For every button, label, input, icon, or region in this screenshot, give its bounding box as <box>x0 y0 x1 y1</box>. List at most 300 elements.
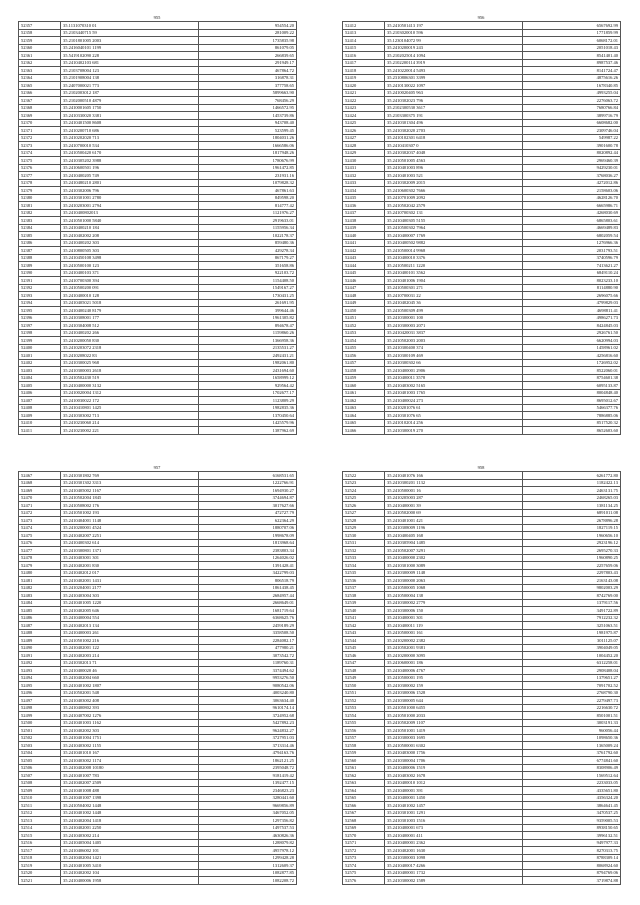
amount-cell: 1666586.06 <box>199 142 297 150</box>
amount-cell: 1159860.26 <box>199 329 297 337</box>
row-index-cell: 52509 <box>19 787 61 795</box>
row-index-cell: 52568 <box>343 817 385 825</box>
row-index-cell: 52377 <box>19 172 61 180</box>
amount-cell: 291949.17 <box>199 59 297 67</box>
table-row <box>343 472 621 480</box>
row-index-cell: 52399 <box>19 337 61 345</box>
code-cell: 35.2410403002 5165 <box>385 382 523 390</box>
amount-cell: 8141724.47 <box>523 67 621 75</box>
amount-cell: 1312609.37 <box>199 862 297 870</box>
table-row <box>19 689 297 697</box>
amount-cell: 1678340.85 <box>523 82 621 90</box>
row-index-cell: 52542 <box>343 622 385 630</box>
amount-cell: 1121976.27 <box>199 209 297 217</box>
code-cell: 35.2416040101 1199 <box>61 44 199 52</box>
code-cell: 35.2410502009 1107 <box>385 719 523 727</box>
table-row <box>343 577 621 585</box>
code-cell: 35.2410400001 673 <box>385 824 523 832</box>
amount-cell: 3724952.68 <box>199 712 297 720</box>
table-row <box>343 772 621 780</box>
table-row <box>19 389 297 397</box>
row-index-cell: 52370 <box>19 119 61 127</box>
row-index-cell: 52375 <box>19 157 61 165</box>
code-cell: 35.2410400001 391 <box>385 787 523 795</box>
table-row <box>343 779 621 787</box>
table-row <box>19 869 297 877</box>
code-cell: 35.2410302009 2015 <box>385 179 523 187</box>
row-index-cell: 52495 <box>19 682 61 690</box>
amount-cell: 3374494.62 <box>199 667 297 675</box>
code-cell: 35.2410401007 783 <box>61 772 199 780</box>
table-row <box>343 637 621 645</box>
table-row <box>343 112 621 120</box>
row-index-cell: 52392 <box>19 284 61 292</box>
table-row <box>343 59 621 67</box>
code-cell: 35.2410400001 411 <box>385 832 523 840</box>
row-index-cell: 52565 <box>343 794 385 802</box>
table-row <box>19 637 297 645</box>
amount-cell: 6774841.60 <box>523 757 621 765</box>
amount-cell: 3017627.66 <box>199 502 297 510</box>
amount-cell: 2684957.44 <box>199 592 297 600</box>
code-cell: 35.2410403002 408 <box>61 697 199 705</box>
row-index-cell: 52499 <box>19 712 61 720</box>
table-row <box>19 824 297 832</box>
table-row <box>343 217 621 225</box>
row-index-cell: 52472 <box>19 509 61 517</box>
table-row <box>343 614 621 622</box>
amount-cell: 472727.79 <box>199 509 297 517</box>
table-row <box>343 494 621 502</box>
table-row <box>343 97 621 105</box>
code-cell: 35.2410020405 963 <box>385 89 523 97</box>
table-row <box>19 397 297 405</box>
amount-cell: 4335651.80 <box>523 787 621 795</box>
row-index-cell: 52549 <box>343 674 385 682</box>
page-958 <box>342 465 620 885</box>
code-cell: 35.2102000510 4879 <box>61 97 199 105</box>
row-index-cell: 52372 <box>19 134 61 142</box>
amount-cell: 960056.44 <box>523 727 621 735</box>
code-cell: 35.2410405004 1405 <box>61 839 199 847</box>
table-row <box>19 569 297 577</box>
code-cell: 35.2410500420 6170 <box>61 149 199 157</box>
code-cell: 35.2410300005 644 <box>385 697 523 705</box>
code-cell: 35.2410400010 128 <box>61 292 199 300</box>
table-row <box>19 682 297 690</box>
amount-cell: 7912232.32 <box>523 614 621 622</box>
row-index-cell: 52498 <box>19 704 61 712</box>
ledger-table <box>18 471 297 885</box>
table-row <box>343 862 621 870</box>
code-cell: 35.2410304008 512 <box>61 322 199 330</box>
table-row <box>343 142 621 150</box>
amount-cell: 1702677.17 <box>199 389 297 397</box>
code-cell: 35.2410400003 261 <box>61 629 199 637</box>
row-index-cell: 52506 <box>19 764 61 772</box>
code-cell: 35.2410402001 1630 <box>385 847 523 855</box>
code-cell: 35.2410300001 100 <box>385 314 523 322</box>
row-index-cell: 52373 <box>19 142 61 150</box>
code-cell: 35.2410501000 5840 <box>61 217 199 225</box>
table-row <box>19 172 297 180</box>
row-index-cell: 52464 <box>343 412 385 420</box>
table-row <box>343 344 621 352</box>
page-number: 956 <box>477 15 485 20</box>
amount-cell: 2233033.05 <box>523 779 621 787</box>
code-cell: 35.2410402001 1431 <box>61 577 199 585</box>
amount-cell: 399644.46 <box>199 307 297 315</box>
code-cell: 35.2101801005 2003 <box>61 37 199 45</box>
amount-cell: 1154408.50 <box>199 277 297 285</box>
row-index-cell: 52422 <box>343 97 385 105</box>
code-cell: 35.2410401002 1457 <box>385 802 523 810</box>
amount-cell: 2297803.43 <box>523 569 621 577</box>
row-index-cell: 52526 <box>343 502 385 510</box>
row-index-cell: 52475 <box>19 532 61 540</box>
table-row <box>343 74 621 82</box>
code-cell: 35.2410301802 769 <box>61 472 199 480</box>
amount-cell: 2216630.72 <box>523 704 621 712</box>
row-index-cell: 52569 <box>343 824 385 832</box>
amount-cell: 3899716.79 <box>523 112 621 120</box>
row-index-cell: 52447 <box>343 284 385 292</box>
row-index-cell: 52538 <box>343 592 385 600</box>
code-cell: 35.2410200002 2382 <box>385 637 523 645</box>
code-cell: 35.2410300006 150 <box>385 607 523 615</box>
amount-cell: 8652603.60 <box>523 427 621 435</box>
row-index-cell: 52444 <box>343 262 385 270</box>
amount-cell: 2468265.03 <box>523 494 621 502</box>
table-row <box>19 712 297 720</box>
table-row <box>343 629 621 637</box>
amount-cell: 6368625.76 <box>199 614 297 622</box>
row-index-cell: 52500 <box>19 719 61 727</box>
code-cell: 35.2410600001 186 <box>385 659 523 667</box>
amount-cell: 1004452.20 <box>523 652 621 660</box>
code-cell: 35.2410400210 184 <box>61 224 199 232</box>
table-row <box>343 869 621 877</box>
row-index-cell: 52448 <box>343 292 385 300</box>
amount-cell: 814777.42 <box>199 202 297 210</box>
amount-cell: 6849110.24 <box>523 269 621 277</box>
row-index-cell: 52443 <box>343 254 385 262</box>
code-cell: 35.2410402004 1421 <box>61 854 199 862</box>
row-index-cell: 52552 <box>343 697 385 705</box>
table-row <box>19 194 297 202</box>
row-index-cell: 52465 <box>343 419 385 427</box>
code-cell: 35.2410302020 2703 <box>385 127 523 135</box>
code-cell: 35.2410301000 3089 <box>385 562 523 570</box>
amount-cell: 6261772.80 <box>523 472 621 480</box>
row-index-cell: 52456 <box>343 352 385 360</box>
table-row <box>343 532 621 540</box>
row-index-cell: 52421 <box>343 89 385 97</box>
table-row <box>19 479 297 487</box>
row-index-cell: 52450 <box>343 307 385 315</box>
table-row <box>343 652 621 660</box>
amount-cell: 4669489.83 <box>523 224 621 232</box>
amount-cell: 1981975.87 <box>523 629 621 637</box>
code-cell: 35.2410402002 104 <box>61 869 199 877</box>
amount-cell: 4957978.12 <box>199 847 297 855</box>
table-row <box>343 67 621 75</box>
table-row <box>19 269 297 277</box>
row-index-cell: 52504 <box>19 749 61 757</box>
table-row <box>343 524 621 532</box>
code-cell: 35.2410403004 303 <box>61 592 199 600</box>
table-row <box>19 134 297 142</box>
code-cell: 35.2410402002 303 <box>61 727 199 735</box>
amount-cell: 3467052.05 <box>199 809 297 817</box>
table-row <box>343 584 621 592</box>
table-row <box>343 172 621 180</box>
amount-cell: 281009.22 <box>199 29 297 37</box>
row-index-cell: 52482 <box>19 584 61 592</box>
table-row <box>19 224 297 232</box>
row-index-cell: 52397 <box>19 322 61 330</box>
table-row <box>19 127 297 135</box>
row-index-cell: 52437 <box>343 209 385 217</box>
row-index-cell: 52558 <box>343 742 385 750</box>
amount-cell: 4875616.26 <box>523 74 621 82</box>
amount-cell: 849598.20 <box>199 194 297 202</box>
row-index-cell: 52411 <box>19 427 61 435</box>
code-cell: 35.2410402001 830 <box>61 562 199 570</box>
table-row <box>19 89 297 97</box>
amount-cell: 3280441.60 <box>199 794 297 802</box>
code-cell: 35.2410401003 521 <box>385 172 523 180</box>
row-index-cell: 52560 <box>343 757 385 765</box>
table-row <box>343 164 621 172</box>
table-row <box>19 742 297 750</box>
table-row <box>19 337 297 345</box>
code-cell: 35.2410402007 2251 <box>61 532 199 540</box>
row-index-cell: 52408 <box>19 404 61 412</box>
row-index-cell: 52519 <box>19 862 61 870</box>
row-index-cell: 52406 <box>19 389 61 397</box>
table-row <box>19 629 297 637</box>
row-index-cell: 52363 <box>19 67 61 75</box>
amount-cell: 2678896.28 <box>523 517 621 525</box>
code-cell: 35.2410401010 167 <box>61 749 199 757</box>
table-row <box>19 412 297 420</box>
amount-cell: 6891011.08 <box>523 509 621 517</box>
row-index-cell: 52426 <box>343 127 385 135</box>
table-row <box>19 854 297 862</box>
row-index-cell: 52405 <box>19 382 61 390</box>
amount-cell: 8742769.00 <box>523 592 621 600</box>
amount-cell: 1880707.06 <box>199 524 297 532</box>
row-index-cell: 52497 <box>19 697 61 705</box>
table-row <box>19 532 297 540</box>
amount-cell: 9802003.29 <box>523 584 621 592</box>
row-index-cell: 52563 <box>343 779 385 787</box>
table-row <box>19 832 297 840</box>
table-row <box>343 119 621 127</box>
row-index-cell: 52496 <box>19 689 61 697</box>
code-cell: 35.2410200001 4524 <box>61 524 199 532</box>
code-cell: 35.2410300801 1371 <box>61 547 199 555</box>
table-row <box>343 22 621 30</box>
amount-cell: 1771859.99 <box>523 29 621 37</box>
code-cell: 35.2103708004 123 <box>61 67 199 75</box>
row-index-cell: 52528 <box>343 517 385 525</box>
amount-cell: 1425579.96 <box>199 419 297 427</box>
amount-cell: 1735835.98 <box>199 37 297 45</box>
table-row <box>343 562 621 570</box>
row-index-cell: 52546 <box>343 652 385 660</box>
code-cell: 35.2410400006 1519 <box>385 764 523 772</box>
amount-cell: 1960656.10 <box>523 532 621 540</box>
code-cell: 35.2410403002 1174 <box>61 757 199 765</box>
amount-cell: 2158603.06 <box>523 187 621 195</box>
row-index-cell: 52527 <box>343 509 385 517</box>
code-cell: 35.2410480210 2801 <box>61 179 199 187</box>
amount-cell: 1817948.26 <box>199 149 297 157</box>
code-cell: 35.2410308001 177 <box>61 314 199 322</box>
row-index-cell: 52412 <box>343 22 385 30</box>
amount-cell: 2135531.27 <box>199 344 297 352</box>
code-cell: 35.2410402004 660 <box>61 674 199 682</box>
amount-cell: 1299428.28 <box>199 854 297 862</box>
table-row <box>19 667 297 675</box>
code-cell: 35.2410400305 5155 <box>385 217 523 225</box>
code-cell: 35.2410400024 273 <box>385 397 523 405</box>
amount-cell: 9669856.89 <box>199 802 297 810</box>
amount-cell: 231931.16 <box>199 172 297 180</box>
code-cell: 35.2410300003 2618 <box>61 367 199 375</box>
code-cell: 35.2410200710 686 <box>61 127 199 135</box>
table-row <box>343 704 621 712</box>
code-cell: 35.2410400000 2302 <box>385 554 523 562</box>
amount-cell: 9624832.27 <box>199 727 297 735</box>
row-index-cell: 52458 <box>343 367 385 375</box>
code-cell: 35.2410500309 499 <box>385 307 523 315</box>
amount-cell: 523599.45 <box>199 127 297 135</box>
amount-cell: 1497537.53 <box>199 824 297 832</box>
row-index-cell: 52470 <box>19 494 61 502</box>
row-index-cell: 52403 <box>19 367 61 375</box>
row-index-cell: 52486 <box>19 614 61 622</box>
amount-cell: 1082877.85 <box>199 869 297 877</box>
amount-cell: 477980.21 <box>199 644 297 652</box>
code-cell: 35.2410200050 830 <box>61 337 199 345</box>
table-row <box>19 202 297 210</box>
amount-cell: 3713314.46 <box>199 742 297 750</box>
row-index-cell: 52566 <box>343 802 385 810</box>
code-cell: 35.1131070310 01 <box>61 22 199 30</box>
amount-cell: 1861438.45 <box>199 584 297 592</box>
code-cell: 35.2410502001 548 <box>61 689 199 697</box>
page-number: 957 <box>153 465 161 470</box>
row-index-cell: 52383 <box>19 217 61 225</box>
code-cell: 35.2410501002 216 <box>61 637 199 645</box>
code-cell: 35.2410302013 71 <box>61 659 199 667</box>
table-row <box>343 809 621 817</box>
code-cell: 35.2102025014 1094 <box>385 52 523 60</box>
table-row <box>343 202 621 210</box>
amount-cell: 5899663.90 <box>199 89 297 97</box>
table-row <box>343 824 621 832</box>
amount-cell: 1961472.85 <box>199 164 297 172</box>
table-row <box>19 374 297 382</box>
code-cell: 35.2410401007 1398 <box>61 794 199 802</box>
row-index-cell: 52474 <box>19 524 61 532</box>
row-index-cell: 52571 <box>343 839 385 847</box>
code-cell: 35.2410400802013 <box>61 209 199 217</box>
row-index-cell: 52387 <box>19 247 61 255</box>
code-cell: 35.2410203001 2794 <box>61 202 199 210</box>
code-cell: 35.2410508002 176 <box>61 502 199 510</box>
code-cell: 35.2410200000 3095 <box>385 652 523 660</box>
table-row <box>343 209 621 217</box>
row-index-cell: 52477 <box>19 547 61 555</box>
code-cell: 35.2410301003 1516 <box>385 817 523 825</box>
code-cell: 35.2410301076 65 <box>385 412 523 420</box>
amount-cell: 1264026.02 <box>199 554 297 562</box>
table-row <box>19 817 297 825</box>
table-row <box>343 712 621 720</box>
table-row <box>343 697 621 705</box>
code-cell: 35.2410202020 713 <box>61 134 199 142</box>
row-index-cell: 52396 <box>19 314 61 322</box>
amount-cell: 3744694.87 <box>199 494 297 502</box>
amount-cell: 3003191.33 <box>523 719 621 727</box>
row-index-cell: 52490 <box>19 644 61 652</box>
table-row <box>343 389 621 397</box>
amount-cell: 8270313.75 <box>523 847 621 855</box>
amount-cell: 1381134.25 <box>523 502 621 510</box>
amount-cell: 3996132.51 <box>523 832 621 840</box>
code-cell: 35.2410230002 221 <box>61 427 199 435</box>
code-cell: 35.2410403002 1678 <box>385 772 523 780</box>
code-cell: 35.2410305202 3988 <box>61 157 199 165</box>
code-cell: 35.2410300019 270 <box>385 427 523 435</box>
row-index-cell: 52459 <box>343 374 385 382</box>
row-index-cell: 52360 <box>19 44 61 52</box>
table-row <box>19 307 297 315</box>
row-index-cell: 52455 <box>343 344 385 352</box>
table-row <box>19 472 297 480</box>
row-index-cell: 52369 <box>19 112 61 120</box>
amount-cell: 3422799.03 <box>199 569 297 577</box>
table-row <box>19 697 297 705</box>
code-cell: 35.2410300000 2063 <box>385 577 523 585</box>
row-index-cell: 52520 <box>19 869 61 877</box>
amount-cell: 1694930.27 <box>199 487 297 495</box>
row-index-cell: 52492 <box>19 659 61 667</box>
row-index-cell: 52521 <box>19 877 61 885</box>
code-cell: 35.2410800505 303 <box>61 247 199 255</box>
row-index-cell: 52428 <box>343 142 385 150</box>
amount-cell: 1392477.15 <box>199 779 297 787</box>
amount-cell: 9610174.14 <box>199 704 297 712</box>
table-row <box>19 277 297 285</box>
code-cell: 35.5419102090 228 <box>61 52 199 60</box>
row-index-cell: 52556 <box>343 727 385 735</box>
row-index-cell: 52531 <box>343 539 385 547</box>
table-row <box>343 247 621 255</box>
table-row <box>19 74 297 82</box>
code-cell: 35.2410220014 5493 <box>385 67 523 75</box>
code-cell: 35.2410401002 1448 <box>61 809 199 817</box>
code-cell: 35.2410407002 1276 <box>61 712 199 720</box>
amount-cell: 4268030.69 <box>523 209 621 217</box>
amount-cell: 768456.29 <box>199 97 297 105</box>
amount-cell: 2926761.50 <box>523 329 621 337</box>
amount-cell: 549987.22 <box>523 134 621 142</box>
